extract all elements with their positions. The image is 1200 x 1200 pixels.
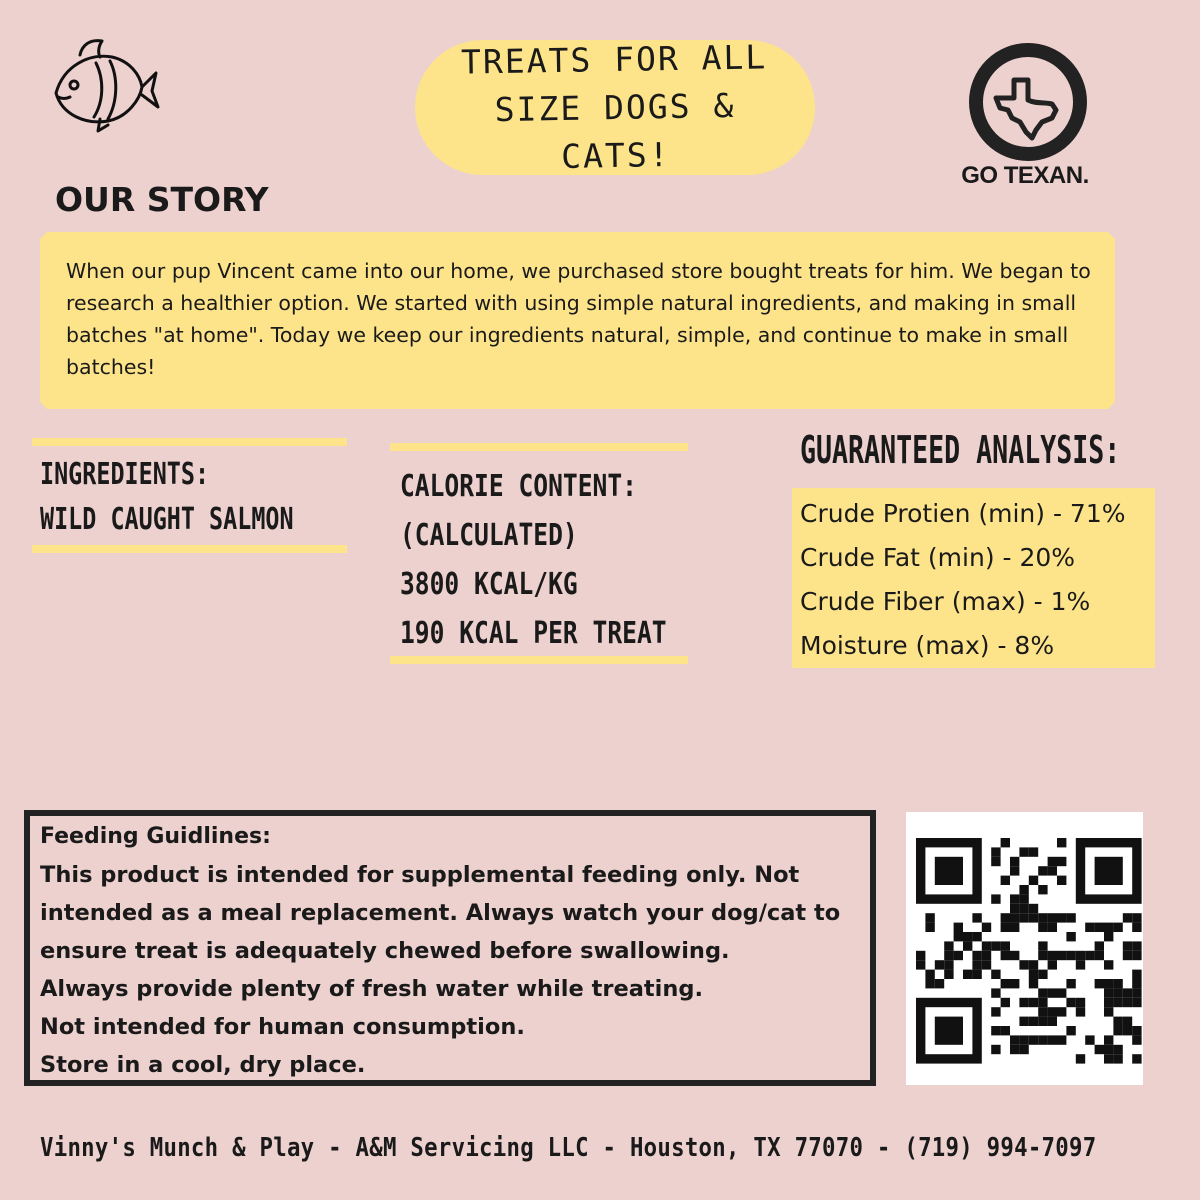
analysis-item: Crude Fiber (max) - 1% — [800, 587, 1091, 616]
go-texan-label: GO TEXAN. — [961, 162, 1089, 189]
ingredients-block — [40, 452, 294, 542]
feeding-title: Feeding Guidlines: — [40, 824, 271, 849]
analysis-list — [800, 492, 1126, 668]
calories-per-kg: 3800 KCAL/KG — [400, 567, 578, 602]
calories-block — [400, 462, 667, 658]
texas-circle-icon — [966, 40, 1090, 164]
calories-note: (CALCULATED) — [400, 518, 578, 553]
story-title: OUR STORY — [55, 180, 269, 219]
qr-code[interactable] — [906, 812, 1143, 1085]
calories-per-treat: 190 KCAL PER TREAT — [400, 616, 667, 651]
calories-top-rule — [390, 443, 688, 451]
qr-code-icon — [906, 812, 1143, 1085]
feeding-line: This product is intended for supplemental feeding only. Not intended as a meal replacement. Always watch your dog/cat to ensure treat is adequately chewed before swallowing. — [40, 862, 841, 964]
analysis-title: GUARANTEED ANALYSIS: — [800, 428, 1121, 472]
calories-heading: CALORIE CONTENT: — [400, 469, 637, 504]
story-body: When our pup Vincent came into our home, we purchased store bought treats for him. We began to research a healthier option. We started with using simple natural ingredients, and making in small batches "at home". Today we keep our ingredients natural, simple, and continue to make in small batches! — [66, 259, 1091, 379]
feeding-line: Always provide plenty of fresh water while treating. — [40, 976, 704, 1002]
analysis-item: Moisture (max) - 8% — [800, 631, 1055, 660]
analysis-item: Crude Protien (min) - 71% — [800, 499, 1126, 528]
ingredients-value: WILD CAUGHT SALMON — [40, 502, 294, 537]
feeding-line: Store in a cool, dry place. — [40, 1052, 366, 1078]
ingredients-heading: INGREDIENTS: — [40, 457, 210, 492]
feeding-line: Not intended for human consumption. — [40, 1014, 525, 1040]
headline-text: TREATS FOR ALL SIZE DOGS & CATS! — [460, 36, 768, 176]
feeding-text — [40, 818, 880, 1084]
ingredients-top-rule — [32, 438, 347, 446]
analysis-item: Crude Fat (min) - 20% — [800, 543, 1076, 572]
headline-banner — [415, 36, 815, 176]
ingredients-bottom-rule — [32, 545, 347, 553]
footer-contact: Vinny's Munch & Play - A&M Servicing LLC - Houston, TX 77070 - (719) 994-7097 — [40, 1133, 1097, 1163]
calories-bottom-rule — [390, 656, 688, 664]
fish-icon — [50, 35, 160, 135]
